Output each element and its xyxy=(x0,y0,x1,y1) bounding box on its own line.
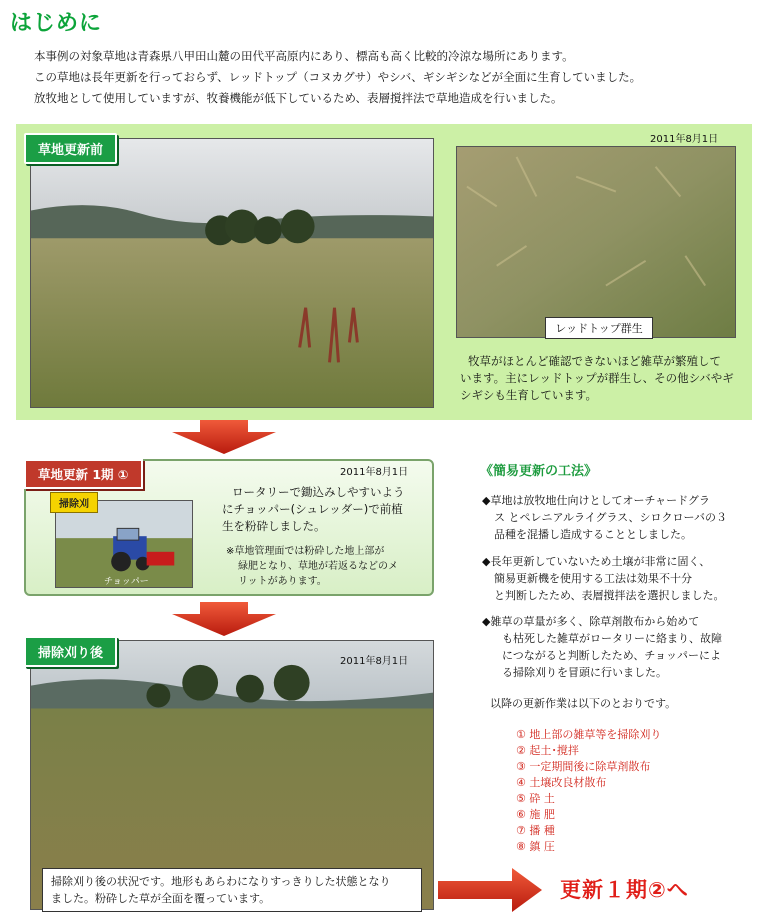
method-item xyxy=(482,553,752,604)
step-item: ⑥ 施 肥 xyxy=(516,808,555,821)
step-item: ⑦ 播 種 xyxy=(516,824,555,837)
before-landscape-photo xyxy=(30,138,434,408)
before-description xyxy=(460,353,746,404)
method-line: る掃除刈りを冒頭に行いました。 xyxy=(502,666,667,679)
method-line: ス とペレニアルライグラス、シロクローバの３ xyxy=(494,511,727,524)
after-label: 掃除刈り後 xyxy=(24,636,117,667)
redtop-caption: レッドトップ群生 xyxy=(545,317,653,339)
intro-line: この草地は長年更新を行っておらず、レッドトップ（コヌカグサ）やシバ、ギシギシなどが全面に生育していました。 xyxy=(34,70,642,84)
method-line: ◆草地は放牧地仕向けとしてオーチャードグラ xyxy=(482,494,710,507)
period1-label: 草地更新 1期 ① xyxy=(24,459,143,489)
method-line: ◆長年更新していないため土壌が非常に固く、 xyxy=(482,555,711,568)
after-caption xyxy=(42,868,422,912)
step-item: ① 地上部の雑草等を掃除刈り xyxy=(516,728,662,741)
steps-list xyxy=(516,727,661,855)
method-item xyxy=(482,613,752,681)
step-item: ② 起土･撹拌 xyxy=(516,744,579,757)
period1-note-line: リットがあります。 xyxy=(238,576,327,587)
period1-note-line: ※草地管理面では粉砕した地上部が xyxy=(226,546,385,557)
method-line: も枯死した雑草がロータリーに絡まり、故障 xyxy=(502,632,722,645)
period1-note-line: 緑肥となり、草地が若返るなどのメ xyxy=(238,561,398,572)
before-label: 草地更新前 xyxy=(24,133,117,164)
down-arrow-icon xyxy=(172,602,276,636)
redtop-inset-photo xyxy=(456,146,736,338)
step-item: ③ 一定期間後に除草剤散布 xyxy=(516,760,651,773)
intro-text xyxy=(34,46,754,109)
period1-text-line: ロータリーで鋤込みしやすいよう xyxy=(232,485,405,499)
method-title: 《簡易更新の工法》 xyxy=(480,464,598,479)
period1-text-line: にチョッパー(シュレッダー)で前植 xyxy=(222,502,403,516)
method-line: 簡易更新機を使用する工法は効果不十分 xyxy=(494,572,692,585)
step-item: ⑧ 鎮 圧 xyxy=(516,840,555,853)
before-date: 2011年8月1日 xyxy=(650,134,719,145)
period1-date: 2011年8月1日 xyxy=(340,467,409,478)
intro-line: 放牧地として使用していますが、牧養機能が低下しているため、表層撹拌法で草地造成を行いました。 xyxy=(34,91,563,105)
method-line: 品種を混播し造成することとしました。 xyxy=(494,528,692,541)
cleaning-cut-tag: 掃除刈 xyxy=(50,492,98,513)
before-desc-line: シギシも生育しています。 xyxy=(460,388,597,402)
step-item: ⑤ 砕 土 xyxy=(516,792,555,805)
next-page-link[interactable]: 更新１期②へ xyxy=(560,878,689,902)
period1-text xyxy=(222,484,422,535)
page-title: はじめに xyxy=(10,11,103,36)
method-item xyxy=(482,492,752,543)
period1-text-line: 生を粉砕しました。 xyxy=(222,519,326,533)
method-line: と判断したため、表層撹拌法を選択しました。 xyxy=(494,589,725,602)
after-caption-line: ました。粉砕した草が全面を覆っています。 xyxy=(51,892,271,905)
method-line: につながると判断したため、チョッパーによ xyxy=(502,649,722,662)
steps-lead: 以降の更新作業は以下のとおりです。 xyxy=(490,697,677,710)
method-line: ◆雑草の草量が多く、除草剤散布から始めて xyxy=(482,615,700,628)
step-item: ④ 土壌改良材散布 xyxy=(516,776,607,789)
before-desc-line: います。主にレッドトップが群生し、その他シバやギ xyxy=(460,371,734,385)
chopper-caption: チョッパー xyxy=(104,577,149,587)
before-desc-line: 牧草がほとんど確認できないほど雑草が繁殖して xyxy=(468,354,721,368)
period1-note xyxy=(226,544,426,589)
down-arrow-icon xyxy=(172,420,276,454)
intro-line: 本事例の対象草地は青森県八甲田山麓の田代平高原内にあり、標高も高く比較的冷涼な場所にあります。 xyxy=(34,49,574,63)
after-caption-line: 掃除刈り後の状況です。地形もあらわになりすっきりした状態となり xyxy=(51,875,391,888)
right-arrow-icon[interactable] xyxy=(438,868,542,912)
after-date: 2011年8月1日 xyxy=(340,656,409,667)
